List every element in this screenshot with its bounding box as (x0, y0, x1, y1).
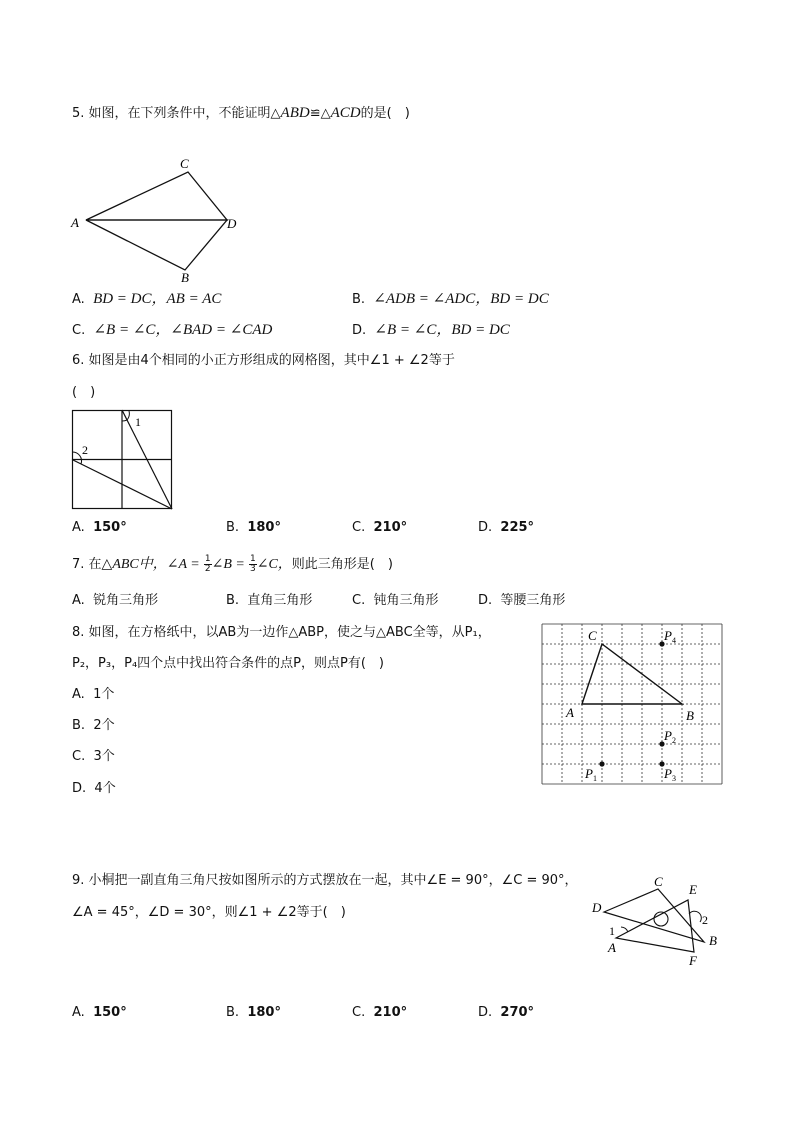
q7-option-a[interactable] (72, 592, 158, 610)
q8-option-a[interactable] (72, 686, 114, 704)
option-letter: C. (72, 323, 86, 338)
q6-option-c[interactable] (352, 519, 407, 537)
q6-option-a[interactable] (72, 519, 127, 537)
q8-label-b: B (686, 708, 694, 723)
q7-stem (72, 553, 393, 577)
option-letter: B. (226, 593, 240, 608)
option-letter: C. (72, 749, 86, 764)
option-text: 2个 (93, 718, 115, 733)
option-letter: A. (72, 520, 85, 535)
option-text: 225° (500, 520, 535, 535)
q8-label-p4: P (664, 628, 672, 643)
q9-label-d: D (592, 900, 602, 915)
svg-text:P3 (663, 766, 676, 783)
q8-label-p3: P (664, 766, 672, 781)
q5-tri1: △ (270, 106, 281, 121)
svg-text:P1 (584, 766, 597, 783)
q8-sub-4: 4 (671, 636, 676, 645)
option-text: 210° (373, 520, 408, 535)
q5-option-d[interactable] (352, 321, 510, 340)
q7-tri: △ABC中，∠A = (101, 557, 200, 572)
q5-option-a[interactable] (72, 290, 221, 309)
option-letter: D. (478, 593, 493, 608)
q7-mid: ∠B = (211, 557, 245, 572)
option-text: 4个 (94, 781, 116, 796)
q8-label-c: C (588, 628, 597, 643)
q9-angle-1-label: 1 (609, 924, 615, 938)
q6-paren: ( ) (72, 385, 96, 400)
q8-line2: P₂，P₃，P₄四个点中找出符合条件的点P，则点P有( ) (72, 656, 384, 671)
q7-suffix-math: ∠C， (256, 557, 292, 572)
q7-fraction-1 (204, 555, 212, 574)
option-letter: C. (352, 593, 366, 608)
q9-line2: ∠A = 45°，∠D = 30°，则∠1 + ∠2等于( ) (72, 905, 346, 920)
q6-figure (72, 410, 172, 510)
q5-label-b: B (181, 270, 189, 285)
option-letter: D. (352, 323, 367, 338)
option-text: BD = DC，AB = AC (93, 291, 222, 307)
q5-stem (72, 104, 410, 123)
q5-name1: ABD (280, 105, 310, 121)
q9-line1: 9. 小桐把一副直角三角尺按如图所示的方式摆放在一起，其中∠E = 90°，∠C = 90°， (72, 873, 578, 888)
option-letter: D. (478, 1005, 493, 1020)
q9-option-a[interactable] (72, 1004, 127, 1022)
q5-label-c: C (180, 156, 189, 171)
option-letter: D. (478, 520, 493, 535)
q6-option-b[interactable] (226, 519, 281, 537)
svg-text:P4 (663, 628, 676, 645)
q5-stem-prefix: 5. 如图，在下列条件中，不能证明 (72, 106, 271, 121)
q8-option-b[interactable] (72, 717, 115, 735)
option-text: ∠B = ∠C，BD = DC (374, 322, 510, 338)
q9-angle-2-label: 2 (702, 913, 708, 927)
option-letter: B. (72, 718, 86, 733)
q7-frac2-den: 3 (249, 564, 256, 574)
q7-suffix: 则此三角形是( ) (291, 557, 393, 572)
option-letter: A. (72, 687, 85, 702)
option-text: 等腰三角形 (500, 593, 566, 608)
option-letter: C. (352, 1005, 366, 1020)
option-letter: A. (72, 1005, 85, 1020)
option-text: 150° (93, 520, 127, 535)
option-text: 210° (373, 1005, 408, 1020)
q8-label-p2: P (664, 728, 672, 743)
option-letter: A. (72, 593, 85, 608)
option-letter: D. (72, 781, 87, 796)
q6-angle-2-label: 2 (82, 443, 88, 457)
q9-label-f: F (689, 953, 697, 968)
q5-option-b[interactable] (352, 290, 549, 309)
option-letter: B. (226, 520, 240, 535)
q8-option-c[interactable] (72, 748, 115, 766)
option-text: ∠ADB = ∠ADC，BD = DC (373, 291, 549, 307)
option-text: 直角三角形 (247, 593, 313, 608)
q8-option-d[interactable] (72, 780, 116, 798)
q8-sub-3: 3 (671, 774, 676, 783)
q7-frac1-num: 1 (204, 554, 211, 564)
option-text: 1个 (93, 687, 115, 702)
q8-sub-2: 2 (671, 736, 676, 745)
option-text: 150° (93, 1005, 127, 1020)
q5-cong: ≌ (309, 106, 321, 121)
q9-option-c[interactable] (352, 1004, 407, 1022)
q9-label-a: A (608, 940, 616, 955)
q8-sub-1: 1 (592, 774, 597, 783)
option-text: 270° (500, 1005, 535, 1020)
q5-name2: ACD (330, 105, 361, 121)
q5-stem-suffix: 的是( ) (360, 106, 410, 121)
option-text: 180° (247, 520, 281, 535)
q5-tri2: △ (320, 106, 331, 121)
option-letter: B. (226, 1005, 240, 1020)
option-text: 180° (247, 1005, 281, 1020)
q8-label-p1: P (585, 766, 593, 781)
option-letter: A. (72, 292, 85, 307)
q7-fraction-2 (249, 555, 257, 574)
q9-label-e: E (689, 882, 697, 897)
option-text: ∠B = ∠C，∠BAD = ∠CAD (93, 322, 273, 338)
q5-label-d: D (227, 216, 237, 231)
q6-stem: 6. 如图是由4个相同的小正方形组成的网格图，其中∠1 + ∠2等于 (72, 353, 455, 368)
svg-text:P2 (663, 728, 676, 745)
q9-option-d[interactable] (478, 1004, 534, 1022)
option-text: 钝角三角形 (373, 593, 439, 608)
q9-label-c: C (654, 874, 663, 889)
option-text: 锐角三角形 (93, 593, 159, 608)
option-letter: C. (352, 520, 366, 535)
q5-figure (60, 150, 260, 290)
option-text: 3个 (93, 749, 115, 764)
q7-option-c[interactable] (352, 592, 439, 610)
q8-label-a: A (566, 705, 574, 720)
q9-figure (588, 872, 728, 972)
q8-grid-figure (542, 624, 722, 784)
q7-option-b[interactable] (226, 592, 312, 610)
q7-prefix: 7. 在 (72, 557, 102, 572)
q7-frac2-num: 1 (249, 554, 256, 564)
q9-option-b[interactable] (226, 1004, 281, 1022)
q6-angle-1-label: 1 (135, 415, 141, 429)
q7-option-d[interactable] (478, 592, 565, 610)
q8-line1: 8. 如图，在方格纸中，以AB为一边作△ABP，使之与△ABC全等，从P₁， (72, 625, 491, 640)
option-letter: B. (352, 292, 366, 307)
q9-label-b: B (709, 933, 717, 948)
q7-frac1-den: 2 (204, 564, 211, 574)
q5-label-a: A (71, 215, 79, 230)
q6-option-d[interactable] (478, 519, 534, 537)
q5-option-c[interactable] (72, 321, 272, 340)
point-p1 (599, 761, 604, 766)
